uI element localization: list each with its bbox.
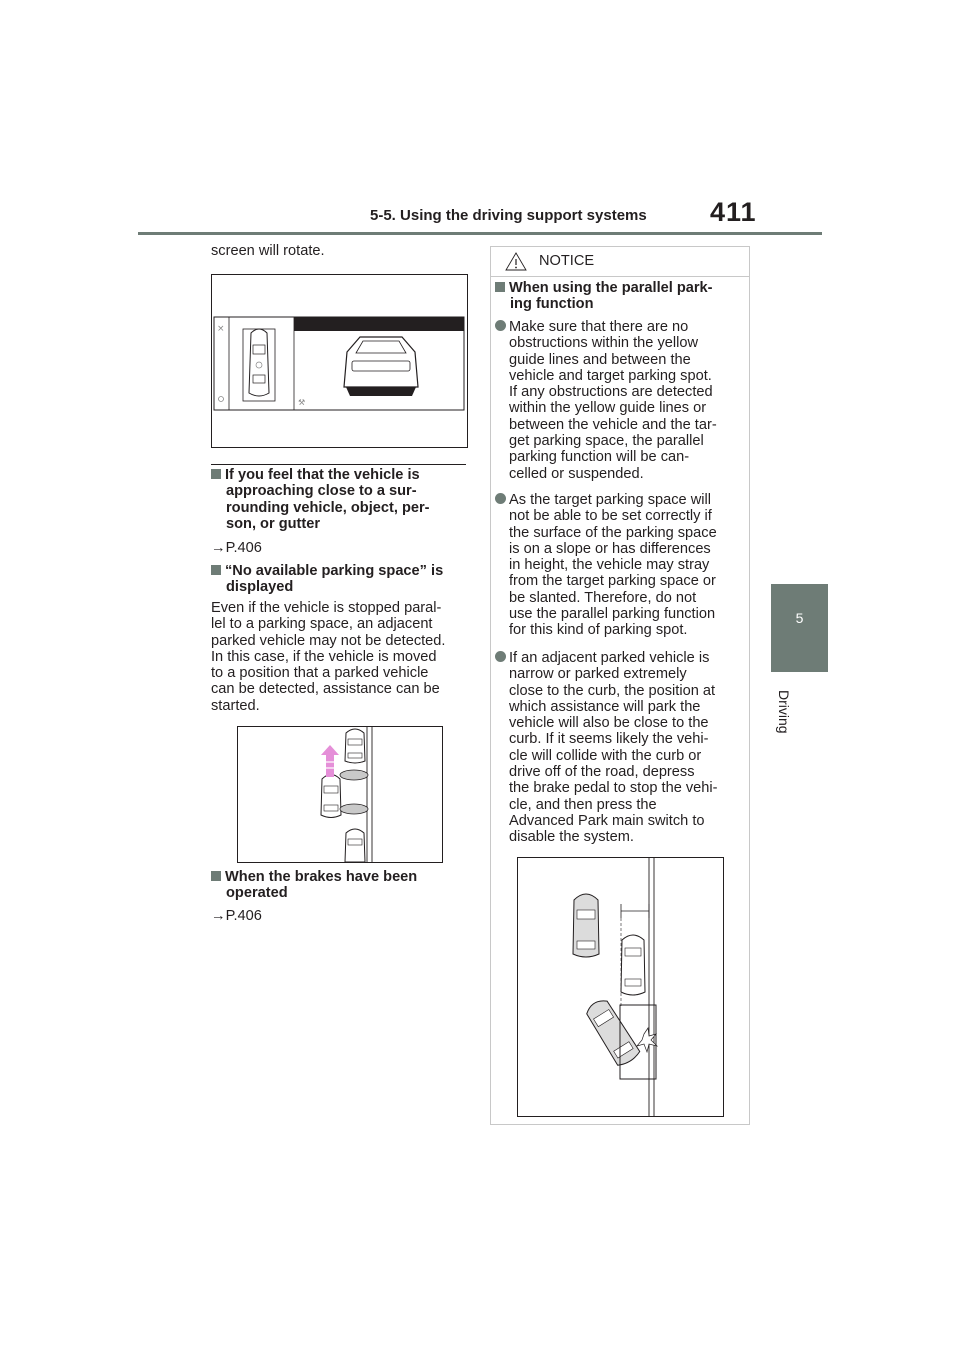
svg-text:⚒: ⚒ [298, 398, 306, 407]
parked-car-shaded [573, 894, 599, 957]
notice-rule [491, 276, 749, 277]
notice-title: NOTICE [539, 253, 595, 269]
page-number: 411 [710, 197, 757, 227]
forward-arrow [321, 745, 339, 777]
svg-text:×: × [217, 324, 225, 334]
section2-body: Even if the vehicle is stopped paral- lel to a parking space, an adjacent parked vehicle may not be detected. In this case, if the vehicle is moved to a position that a parked vehicle can be detected, assistance can be started. [211, 600, 446, 714]
notice-header [491, 247, 749, 275]
section-rule [211, 464, 466, 465]
chapter-number: 5 [795, 610, 804, 626]
own-car [321, 775, 341, 818]
section1-heading: If you feel that the vehicle is approaching close to a sur- rounding vehicle, object, per- son, or gutter [211, 467, 430, 532]
section3-reference[interactable]: →P.406 [211, 908, 262, 924]
parking-space-figure [237, 726, 443, 863]
parked-car-top [345, 729, 365, 763]
notice-bullet: Make sure that there are no obstructions within the yellow guide lines and between the vehicle and target parking spot. If any obstructions are detected within the yellow guide lines or between the vehicle and the tar- get parking space, the parallel parking function will be can- celled or suspended. [495, 319, 717, 482]
section1-reference[interactable]: →P.406 [211, 540, 262, 556]
section3-heading: When the brakes have been operated [211, 869, 417, 902]
section2-heading: “No available parking space” is displayed [211, 563, 443, 596]
parked-car-narrow [621, 935, 645, 995]
intro-text: screen will rotate. [211, 243, 325, 259]
notice-bullet: If an adjacent parked vehicle is narrow or parked extremely close to the curb, the position at which assistance will park the vehicle will also be close to the curb. If it seems likely the vehi- cle will collide with the curb or drive off of the road, depress the brake pedal to stop the vehi- cle, and then press the Advanced Park main switch to disable the system. [495, 650, 718, 846]
chapter-tab [771, 584, 828, 672]
own-car-slanted [583, 996, 641, 1067]
notice-heading: When using the parallel park- ing function [495, 280, 713, 313]
warning-icon [505, 252, 527, 271]
curb-collision-figure [517, 857, 724, 1117]
notice-bullet: As the target parking space will not be able to be set correctly if the surface of the parking space is on a slope or has differences in height, the vehicle may stray from the target parking space or be slanted. Therefore, do not use the parallel parking function for this kind of parking spot. [495, 492, 717, 639]
rotated-screen-figure [211, 274, 468, 448]
header-rule [138, 232, 822, 235]
chapter-label: Driving [776, 690, 792, 734]
parked-car-bottom [345, 829, 365, 862]
section-title: 5-5. Using the driving support systems [370, 207, 647, 224]
